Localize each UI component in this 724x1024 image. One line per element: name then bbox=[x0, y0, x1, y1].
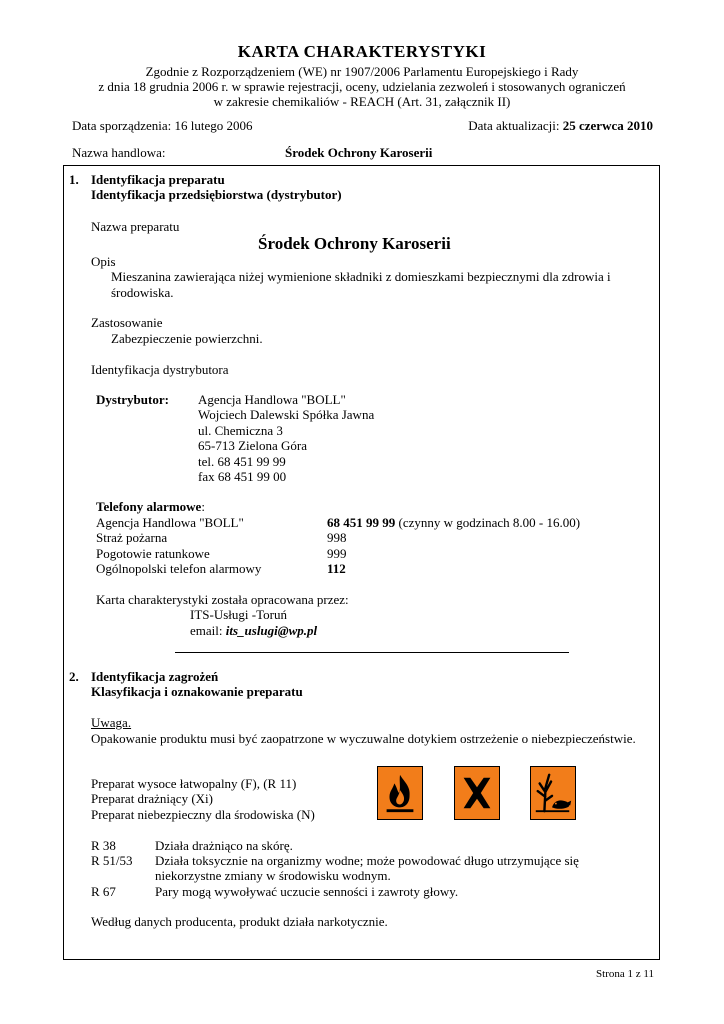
divider bbox=[175, 652, 569, 653]
emergency-hours: (czynny w godzinach 8.00 - 16.00) bbox=[395, 515, 581, 530]
section-2-heading: Identyfikacja zagrożeń bbox=[91, 669, 219, 684]
distributor-line: Agencja Handlowa "BOLL" bbox=[198, 392, 346, 407]
section-1-subheading: Identyfikacja przedsiębiorstwa (dystrybutor) bbox=[91, 187, 342, 202]
cross-icon bbox=[455, 767, 499, 819]
date-updated-label: Data aktualizacji: bbox=[468, 118, 563, 133]
section-2-number: 2. bbox=[69, 669, 79, 684]
emergency-name: Agencja Handlowa "BOLL" bbox=[96, 515, 244, 530]
emergency-number-row bbox=[327, 515, 580, 531]
irritant-pictogram bbox=[454, 766, 500, 820]
distributor-phone: tel. 68 451 99 99 bbox=[198, 454, 286, 469]
environment-pictogram bbox=[530, 766, 576, 820]
environment-icon bbox=[531, 767, 575, 819]
emergency-number: 112 bbox=[327, 561, 346, 576]
product-name: Środek Ochrony Karoserii bbox=[258, 234, 451, 253]
risk-text: Działa toksycznie na organizmy wodne; może powodować długo utrzymujące się bbox=[155, 853, 579, 868]
page-number: Strona 1 z 11 bbox=[596, 968, 654, 980]
note-label: Uwaga. bbox=[91, 715, 132, 730]
emergency-label-text: Telefony alarmowe bbox=[96, 499, 202, 514]
emergency-label-colon: : bbox=[201, 499, 205, 514]
regulation-line-3: w zakresie chemikaliów - REACH (Art. 31, załącznik II) bbox=[213, 94, 511, 109]
classification-line: Preparat wysoce łatwopalny (F), (R 11) bbox=[91, 776, 297, 791]
emergency-name: Ogólnopolski telefon alarmowy bbox=[96, 561, 262, 576]
product-name-label: Nazwa preparatu bbox=[91, 219, 180, 234]
distributor-id-label: Identyfikacja dystrybutora bbox=[91, 362, 229, 377]
page-title: KARTA CHARAKTERYSTYKI bbox=[237, 42, 487, 61]
regulation-line-2: z dnia 18 grudnia 2006 r. w sprawie rejestracji, oceny, udzielania zezwoleń i stosowanych ograniczeń bbox=[98, 79, 626, 94]
usage-label: Zastosowanie bbox=[91, 315, 163, 330]
emergency-name: Straż pożarna bbox=[96, 530, 168, 545]
distributor-line: 65-713 Zielona Góra bbox=[198, 438, 308, 453]
emergency-name: Pogotowie ratunkowe bbox=[96, 546, 210, 561]
date-updated-value: 25 czerwca 2010 bbox=[562, 118, 653, 133]
note-text: Opakowanie produktu musi być zaopatrzone w wyczuwalne dotykiem ostrzeżenie o niebezpieczeństwie. bbox=[91, 731, 636, 746]
prepared-by-name: ITS-Usługi -Toruń bbox=[190, 607, 287, 622]
risk-text: Działa drażniąco na skórę. bbox=[155, 838, 293, 853]
date-created: Data sporządzenia: 16 lutego 2006 bbox=[72, 118, 253, 133]
narcotic-note: Według danych producenta, produkt działa narkotycznie. bbox=[91, 914, 388, 929]
trade-name-label: Nazwa handlowa: bbox=[72, 145, 166, 160]
section-2-subheading: Klasyfikacja i oznakowanie preparatu bbox=[91, 684, 303, 699]
risk-code: R 38 bbox=[91, 838, 116, 853]
risk-text: Pary mogą wywoływać uczucie senności i zawroty głowy. bbox=[155, 884, 459, 899]
classification-line: Preparat niebezpieczny dla środowiska (N) bbox=[91, 807, 315, 822]
risk-text-continued: niekorzystne zmiany w środowisku wodnym. bbox=[155, 868, 391, 883]
emergency-number: 999 bbox=[327, 546, 347, 561]
section-1-number: 1. bbox=[69, 172, 79, 187]
flammable-pictogram bbox=[377, 766, 423, 820]
prepared-by-email bbox=[190, 623, 317, 639]
usage-text: Zabezpieczenie powierzchni. bbox=[111, 331, 263, 346]
email-label: email: bbox=[190, 623, 226, 638]
description-label: Opis bbox=[91, 254, 116, 269]
regulation-line-1: Zgodnie z Rozporządzeniem (WE) nr 1907/2006 Parlamentu Europejskiego i Rady bbox=[145, 64, 579, 79]
classification-line: Preparat drażniący (Xi) bbox=[91, 791, 213, 806]
prepared-by-label: Karta charakterystyki została opracowana przez: bbox=[96, 592, 349, 607]
flame-icon bbox=[378, 767, 422, 819]
distributor-fax: fax 68 451 99 00 bbox=[198, 469, 287, 484]
description-line-2: środowiska. bbox=[111, 285, 174, 300]
trade-name-value: Środek Ochrony Karoserii bbox=[285, 145, 433, 160]
section-1-heading: Identyfikacja preparatu bbox=[91, 172, 225, 187]
distributor-line: ul. Chemiczna 3 bbox=[198, 423, 283, 438]
emergency-number: 998 bbox=[327, 530, 347, 545]
email-link[interactable]: its_uslugi@wp.pl bbox=[225, 623, 318, 638]
risk-code: R 51/53 bbox=[91, 853, 133, 868]
emergency-number: 68 451 99 99 bbox=[327, 515, 396, 530]
emergency-label bbox=[96, 499, 205, 515]
risk-code: R 67 bbox=[91, 884, 116, 899]
date-updated bbox=[468, 118, 653, 134]
distributor-label: Dystrybutor: bbox=[96, 392, 169, 407]
distributor-line: Wojciech Dalewski Spółka Jawna bbox=[198, 407, 375, 422]
description-line-1: Mieszanina zawierająca niżej wymienione składniki z domieszkami bezpiecznymi dla zdrowia i bbox=[111, 269, 611, 284]
